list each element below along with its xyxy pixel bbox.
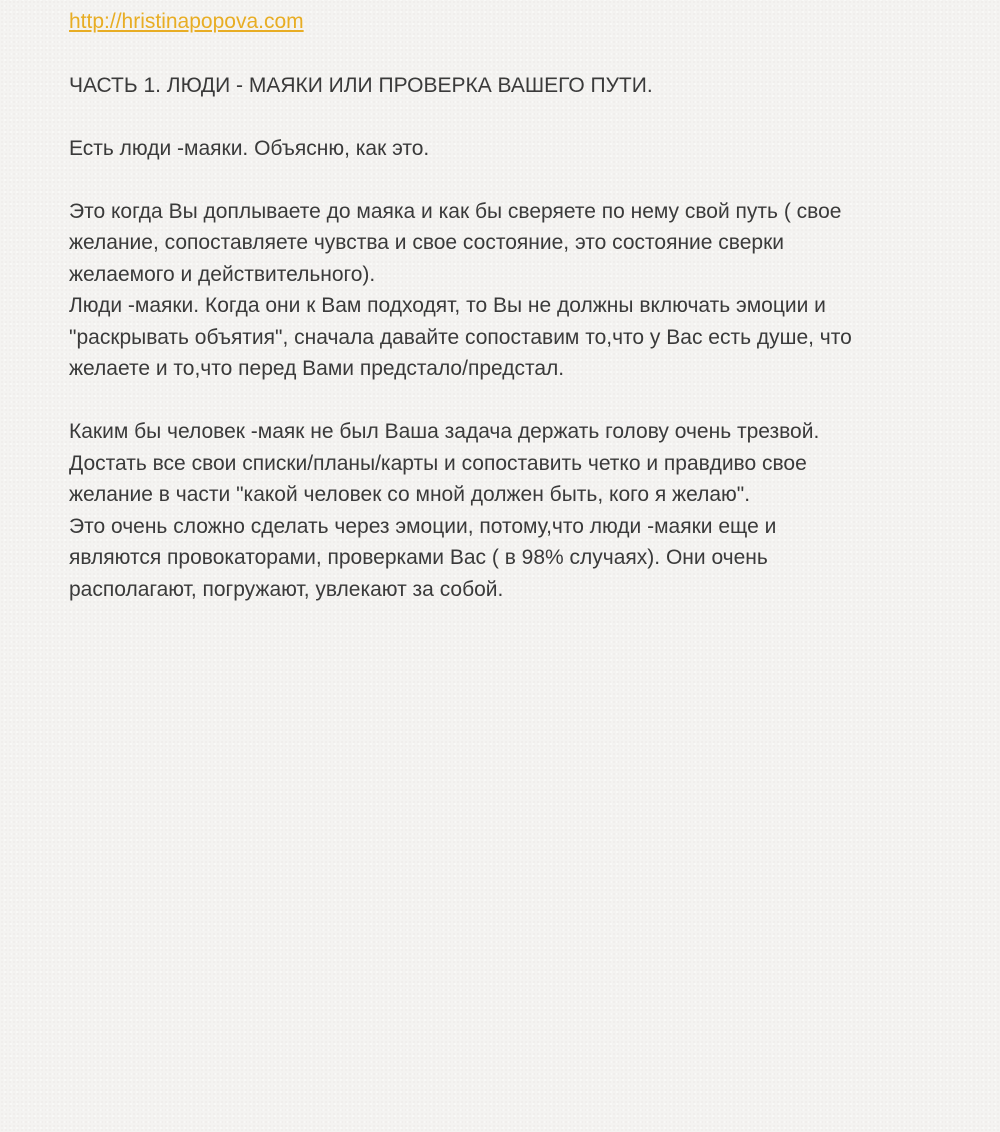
- paragraph-1: [69, 196, 940, 385]
- text-line: "раскрывать объятия", сначала давайте сопоставим то,что у Вас есть душе, что: [69, 325, 852, 349]
- website-link[interactable]: http://hristinapopova.com: [69, 10, 304, 33]
- text-line: Достать все свои списки/планы/карты и сопоставить четко и правдиво свое: [69, 451, 807, 475]
- intro-paragraph: Есть люди -маяки. Объясню, как это.: [69, 136, 430, 160]
- text-line: желаете и то,что перед Вами предстало/предстал.: [69, 357, 565, 380]
- text-line: Это очень сложно сделать через эмоции, потому,что люди -маяки еще и: [69, 514, 777, 538]
- text-line: Каким бы человек -маяк не был Ваша задача держать голову очень трезвой.: [69, 420, 820, 443]
- text-line: Люди -маяки. Когда они к Вам подходят, то Вы не должны включать эмоции и: [69, 294, 826, 317]
- text-line: Это когда Вы доплываете до маяка и как бы сверяете по нему свой путь ( свое: [69, 199, 842, 223]
- note-heading: ЧАСТЬ 1. ЛЮДИ - МАЯКИ ИЛИ ПРОВЕРКА ВАШЕГО ПУТИ.: [69, 73, 653, 97]
- text-line: желание в части "какой человек со мной должен быть, кого я желаю".: [69, 483, 751, 506]
- text-line: располагают, погружают, увлекают за собой.: [69, 577, 504, 601]
- text-line: являются провокаторами, проверками Вас ( в 98% случаях). Они очень: [69, 546, 768, 569]
- paragraph-2: [69, 416, 940, 605]
- blank-line: [69, 101, 940, 133]
- text-line: желание, сопоставляете чувства и свое состояние, это состояние сверки: [69, 231, 784, 254]
- blank-line: [69, 38, 940, 70]
- text-line: желаемого и действительного).: [69, 262, 376, 286]
- blank-line: [69, 385, 940, 417]
- blank-line: [69, 164, 940, 196]
